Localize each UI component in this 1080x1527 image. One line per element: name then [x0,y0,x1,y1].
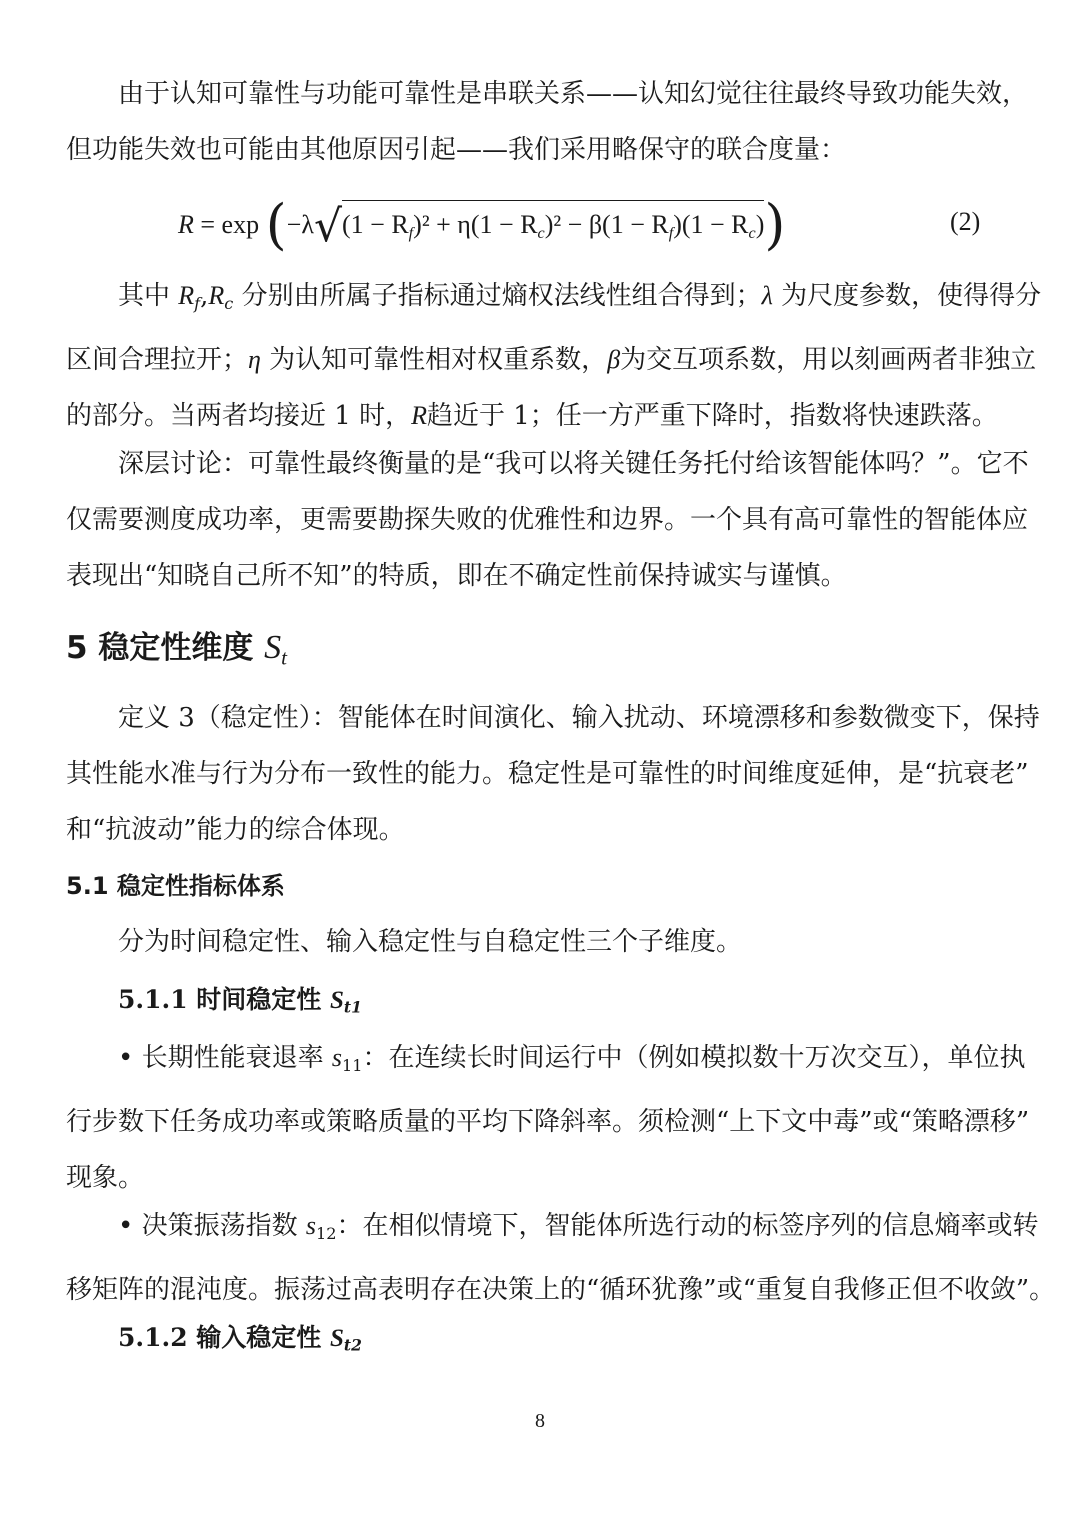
text-run: ：在连续长时间运行中（例如模拟数十万次交互），单位执 [362,1043,1026,1073]
symbol-R: R [411,400,427,430]
sqrt-icon: √ [313,201,342,252]
heading-symbol [264,629,288,670]
text-line: 但功能失效也可能由其他原因引起——我们采用略保守的联合度量： [66,135,847,165]
eq-part: ) [755,210,765,239]
text-line: 行步数下任务成功率或策略质量的平均下降斜率。须检测“上下文中毒”或“策略漂移” [66,1106,1030,1137]
symbol-S: S [330,1325,344,1352]
text-line: 仅需要测度成功率，更需要勘探失败的优雅性和边界。一个具有高可靠性的智能体应 [66,505,1029,535]
section-heading-5 [66,620,287,685]
heading-text: 5.1.2 输入稳定性 [118,1323,330,1352]
eq-part: )² + η(1 − R [413,210,538,239]
text-line [66,332,1037,388]
equation-neg-lambda: −λ [286,210,314,239]
text-line [66,1030,1026,1094]
eq-sub: c [748,224,756,242]
symbol-sub: 12 [316,1223,337,1243]
paragraph-joint-measure [66,66,1029,178]
heading-text: 5 稳定性维度 [66,630,265,666]
text-line [66,1198,1039,1262]
equation-expression [178,193,786,256]
text-run: 其中 [118,281,179,311]
left-paren-icon: ( [265,193,287,256]
equation-2 [0,182,1080,268]
symbol-s: s [305,1211,316,1240]
symbol-eta: η [248,344,261,374]
text-line: 由于认知可靠性与功能可靠性是串联关系——认知幻觉往往最终导致功能失效， [118,79,1029,109]
equation-number: (2) [950,207,981,236]
symbol-R: R [178,281,195,310]
symbol-sub: 11 [342,1055,363,1075]
text-run: 为认知可靠性相对权重系数， [260,344,608,375]
paragraph-deep-discussion [66,436,1029,604]
eq-sub: f [668,224,674,242]
paragraph-symbol-explanation [66,268,1042,444]
paragraph-subdimensions [66,914,1016,970]
symbol-S: S [330,987,344,1014]
text-run: 区间合理拉开； [66,344,249,375]
text-run: • 长期性能衰退率 [118,1043,332,1073]
right-paren-icon: ) [764,193,786,256]
equation-radicand [342,200,764,256]
section-heading-5-1: 5.1 稳定性指标体系 [66,872,285,900]
eq-part: )² − β(1 − R [544,210,669,239]
text-line: 和“抗波动”能力的综合体现。 [66,815,405,845]
text-line [66,268,1042,332]
text-line: 分为时间稳定性、输入稳定性与自稳定性三个子维度。 [118,927,743,957]
symbol-sub: c [224,293,234,313]
heading-text: 5.1.1 时间稳定性 [118,985,330,1014]
text-line: 现象。 [66,1162,145,1193]
text-run: 为交互项系数，用以刻画两者非独立 [620,344,1037,375]
text-line: 其性能水准与行为分布一致性的能力。稳定性是可靠性的时间维度延伸，是“抗衰老” [66,759,1029,789]
bullet-decision-oscillation [66,1198,1056,1318]
text-line: 深层讨论：可靠性最终衡量的是“我可以将关键任务托付给该智能体吗？”。它不 [118,449,1029,479]
text-run: , [200,281,209,311]
equation-lhs: R [178,210,194,239]
symbol-beta: β [607,344,621,374]
eq-part: )(1 − R [673,210,749,239]
bullet-long-term-decay [66,1030,1030,1206]
symbol-sub: f [194,293,201,313]
symbol-sub: t1 [343,997,362,1017]
eq-sub: c [537,224,545,242]
symbol-lambda: λ [761,281,773,310]
text-line: 定义 3（稳定性）：智能体在时间演化、输入扰动、环境漂移和参数微变下，保持 [118,703,1040,733]
section-heading-5-1-2 [118,1310,362,1374]
text-line: 表现出“知晓自己所不知”的特质，即在不确定性前保持诚实与谨慎。 [66,561,847,591]
text-run: • 决策振荡指数 [118,1211,306,1241]
symbol-s: s [331,1043,342,1072]
section-heading-5-1-1 [118,972,362,1036]
text-line: 移矩阵的混沌度。振荡过高表明存在决策上的“循环犹豫”或“重复自我修正但不收敛”。 [66,1274,1056,1305]
equation-eq: = exp [193,210,266,239]
symbol-S: S [264,629,282,666]
symbol-sub: t [281,645,288,670]
symbol-R: R [208,281,225,310]
eq-part: (1 − R [342,210,409,239]
page-number: 8 [535,1410,545,1432]
symbol-sub: t2 [343,1335,362,1355]
text-run: 为尺度参数，使得得分 [772,281,1042,311]
eq-sub: f [408,224,414,242]
text-run: ：在相似情境下，智能体所选行动的标签序列的信息熵率或转 [336,1211,1039,1241]
text-run: 分别由所属子指标通过熵权法线性组合得到； [233,281,762,311]
text-run: 的部分。当两者均接近 1 时， [66,400,412,431]
paragraph-definition-3 [66,690,1040,858]
text-run: 趋近于 1；任一方严重下降时，指数将快速跌落。 [426,400,998,431]
